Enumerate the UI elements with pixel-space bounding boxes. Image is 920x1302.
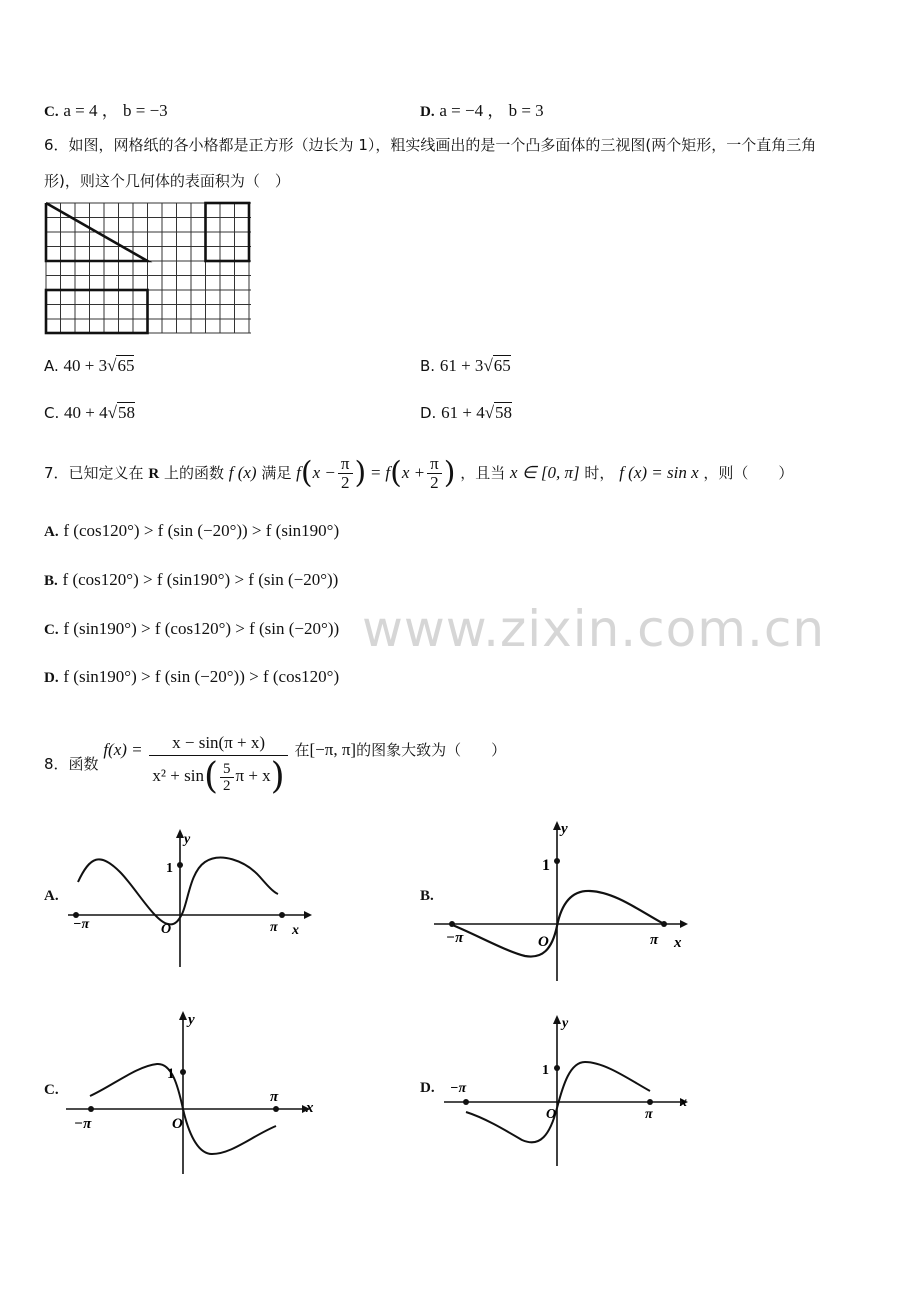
denominator-part: x² + sin <box>152 766 204 786</box>
stem-text: ，则（ ） <box>703 464 794 482</box>
point-one <box>177 862 183 868</box>
fraction-5-over-2 <box>220 761 234 794</box>
fraction-pi-over-2 <box>427 455 442 492</box>
function-fraction <box>149 731 287 797</box>
label-one: 1 <box>166 861 173 876</box>
option-value: 61 + 4 <box>441 403 485 422</box>
point-pi <box>279 912 285 918</box>
option-label: B. <box>44 573 58 589</box>
label-neg-pi: −π <box>446 930 464 946</box>
option-label: C. <box>44 622 59 638</box>
graph-a <box>60 822 320 972</box>
graph-a-label: A. <box>44 888 59 904</box>
stem-text: 上的函数 <box>163 464 224 482</box>
option-label: C. <box>44 404 60 422</box>
radicand: 65 <box>117 356 135 375</box>
q7-stem: 7．已知定义在 R 上的函数 f (x) 满足 f(x − $\frac{\pi}{2}$ ) = f(x + $\frac{\pi}{2}$ ) ，且当 x ∈ [0, π] 时， f (x) = sin x ，则（ ） <box>44 454 794 492</box>
q7-option-c <box>44 619 339 639</box>
numerator: π <box>338 455 353 474</box>
q6-option-c: C. 40 + 4√58 <box>44 403 135 422</box>
q7-option-a <box>44 521 339 541</box>
option-value: 40 + 3 <box>63 356 108 375</box>
graph-c <box>62 1006 324 1178</box>
option-label: C. <box>44 104 59 120</box>
denominator: 2 <box>430 473 439 492</box>
label-pi: π <box>645 1107 653 1122</box>
q7-option-d <box>44 667 339 687</box>
label-y: y <box>184 832 191 847</box>
label-pi: π <box>270 1089 279 1105</box>
function-fx: f(x) = <box>103 740 143 759</box>
point-pi <box>647 1099 653 1105</box>
domain-interval: x ∈ [0, π] <box>510 463 580 482</box>
stem-text: 满足 <box>261 464 292 482</box>
graph-c-label: C. <box>44 1082 59 1098</box>
q6-option-b: B. 61 + 3√65 <box>420 356 511 375</box>
expr-x-plus: x + <box>401 463 426 482</box>
label-origin: O <box>546 1107 557 1122</box>
graph-b <box>430 816 700 984</box>
function-f: f <box>385 463 391 482</box>
label-one: 1 <box>167 1066 175 1082</box>
point-neg-pi <box>88 1106 94 1112</box>
denominator: 2 <box>340 473 350 492</box>
label-neg-pi: −π <box>74 1116 92 1132</box>
numerator: π <box>427 455 442 474</box>
option-text: f (cos120°) > f (sin (−20°)) > f (sin190°) <box>63 521 340 540</box>
option-value: 61 + 3 <box>439 356 484 375</box>
point-one <box>554 858 560 864</box>
watermark-text: www.zixin.com.cn <box>362 600 826 658</box>
option-label: A. <box>44 357 59 375</box>
three-view-grid-figure <box>44 200 254 338</box>
option-text: a = −4 ， b = 3 <box>439 101 544 120</box>
radicand: 65 <box>493 356 511 375</box>
label-y: y <box>561 821 568 837</box>
label-origin: O <box>538 934 549 950</box>
label-origin: O <box>161 922 172 937</box>
label-neg-pi: −π <box>73 917 90 932</box>
y-axis-arrow <box>553 1015 561 1024</box>
option-label: D. <box>420 104 435 120</box>
stem-text: 7．已知定义在 <box>44 464 144 482</box>
option-label: A. <box>44 524 59 540</box>
x-axis-arrow <box>680 920 688 928</box>
q8-stem <box>44 712 506 802</box>
label-x: x <box>674 935 682 951</box>
y-axis-arrow <box>179 1011 187 1020</box>
stem-text: 在 <box>294 741 310 759</box>
q6-stem-line1: 6．如图，网格纸的各小格都是正方形（边长为 1），粗实线画出的是一个凸多面体的三视图(两个矩形，一个直角三角 <box>44 136 817 154</box>
option-value: 40 + 4 <box>64 403 108 422</box>
point-neg-pi <box>449 921 455 927</box>
option-label: B. <box>420 357 436 375</box>
stem-text: ，且当 <box>460 464 506 482</box>
stem-text: 时， <box>584 464 615 482</box>
numerator: x − sin(π + x) <box>149 731 287 756</box>
q7-option-b <box>44 570 338 590</box>
function-f: f <box>296 463 301 482</box>
set-R: R <box>148 466 160 482</box>
graph-d-label: D. <box>420 1080 435 1096</box>
q6-option-a: A. 40 + 3√65 <box>44 356 135 375</box>
fraction-pi-over-2 <box>338 455 353 492</box>
option-text: a = 4 ， b = −3 <box>63 101 168 120</box>
y-axis-arrow <box>553 821 561 830</box>
label-y: y <box>562 1016 569 1031</box>
function-definition: f (x) = sin x <box>619 463 699 482</box>
point-pi <box>273 1106 279 1112</box>
option-label: D. <box>420 404 437 422</box>
label-origin: O <box>172 1116 183 1132</box>
equals-sign: = <box>371 463 381 482</box>
label-neg-pi: −π <box>450 1081 467 1096</box>
label-pi: π <box>650 932 659 948</box>
function-fx: f (x) <box>228 463 257 482</box>
label-x: x <box>292 923 299 938</box>
q6-stem-line2: 形)，则这个几何体的表面积为（ ） <box>44 172 290 190</box>
q5-option-d <box>420 96 544 121</box>
denominator: x² + sin( $\frac{5}{2}$ π + x) <box>152 756 285 798</box>
q6-option-d: D. 61 + 4√58 <box>420 403 513 422</box>
option-text: f (sin190°) > f (sin (−20°)) > f (cos120°) <box>63 667 340 686</box>
point-pi <box>661 921 667 927</box>
interval: [−π, π] <box>309 740 357 759</box>
radicand: 58 <box>117 403 135 422</box>
point-one <box>554 1065 560 1071</box>
x-axis-arrow <box>304 911 312 919</box>
label-y: y <box>188 1012 195 1028</box>
point-one <box>180 1069 186 1075</box>
graph-b-label: B. <box>420 888 434 904</box>
denominator: 2 <box>223 778 231 795</box>
label-one: 1 <box>542 857 550 874</box>
numerator: 5 <box>220 761 234 778</box>
expr-x-minus: x − <box>312 463 336 482</box>
option-text: f (cos120°) > f (sin190°) > f (sin (−20°)) <box>62 570 339 589</box>
label-x: x <box>306 1100 314 1116</box>
graph-d <box>440 1010 696 1170</box>
denominator-part: π + x <box>235 766 271 786</box>
option-text: f (sin190°) > f (cos120°) > f (sin (−20°)) <box>63 619 340 638</box>
stem-text: 8．函数 <box>44 755 99 773</box>
label-x: x <box>680 1095 687 1110</box>
label-one: 1 <box>542 1063 549 1078</box>
stem-text: 的图象大致为（ ） <box>356 741 507 759</box>
bottom-rectangle-view <box>46 290 148 333</box>
y-axis-arrow <box>176 829 184 838</box>
point-neg-pi <box>463 1099 469 1105</box>
label-pi: π <box>270 920 278 935</box>
q5-option-c <box>44 96 168 121</box>
radicand: 58 <box>495 403 513 422</box>
option-label: D. <box>44 670 59 686</box>
